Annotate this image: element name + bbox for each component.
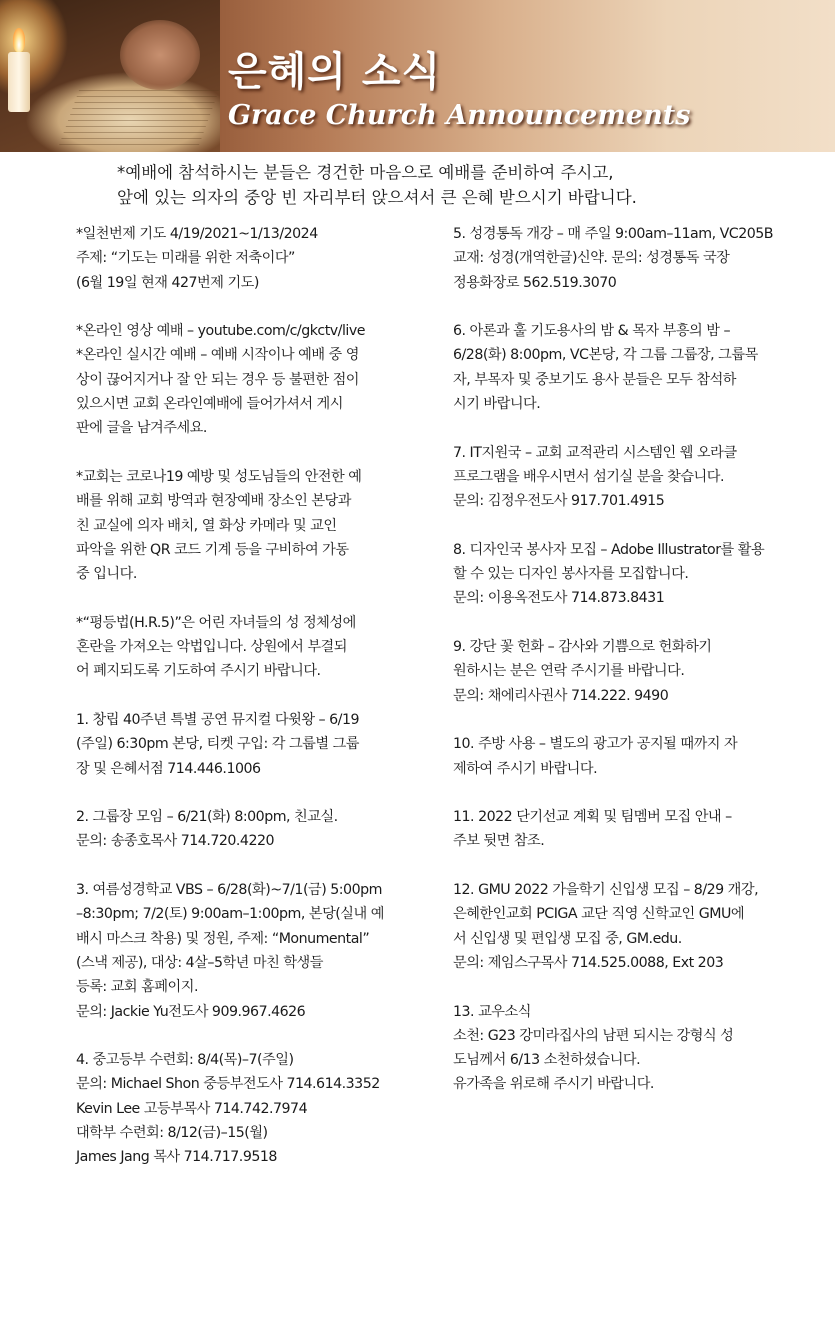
announcement-item	[76, 805, 442, 854]
announcement-line: 중 입니다.	[76, 566, 137, 583]
announcement-line: 서 신입생 및 편입생 모집 중, GM.edu.	[453, 930, 682, 947]
announcement-line: 9. 강단 꽃 헌화 – 감사와 기쁨으로 헌화하기	[453, 639, 712, 656]
announcement-line: 시기 바랍니다.	[453, 396, 541, 413]
intro-line: 앞에 있는 의자의 중앙 빈 자리부터 앉으셔서 큰 은혜 받으시기 바랍니다.	[117, 188, 637, 207]
announcement-line: 4. 중고등부 수련회: 8/4(목)–7(주일)	[76, 1052, 294, 1069]
announcement-line: 문의: Jackie Yu전도사 909.967.4626	[76, 1003, 306, 1020]
announcement-item	[76, 222, 442, 295]
announcement-line: –8:30pm; 7/2(토) 9:00am–1:00pm, 본당(실내 예	[76, 906, 384, 923]
announcement-line: 5. 성경통독 개강 – 매 주일 9:00am–11am, VC205B	[453, 226, 774, 242]
announcement-line: James Jang 목사 714.717.9518	[76, 1149, 277, 1166]
announcement-line: 문의: 채에리사권사 714.222. 9490	[453, 687, 669, 704]
announcement-line: *온라인 영상 예배 – youtube.com/c/gkctv/live	[76, 323, 365, 340]
announcement-line: *“평등법(H.R.5)”은 어린 자녀들의 성 정체성에	[76, 614, 356, 631]
announcement-line: 주제: “기도는 미래를 위한 저축이다”	[76, 250, 295, 267]
announcement-line: 장 및 은혜서점 714.446.1006	[76, 760, 261, 777]
bible-page-image	[59, 85, 221, 145]
announcement-line: 13. 교우소식	[453, 1003, 531, 1020]
announcement-line: 등록: 교회 홈페이지.	[76, 979, 198, 996]
intro-notice	[117, 160, 817, 210]
announcement-line: 정용화장로 562.519.3070	[453, 274, 617, 291]
announcement-line: 주보 뒷면 참조.	[453, 833, 545, 850]
announcement-item	[453, 441, 815, 514]
announcement-line: 소천: G23 강미라집사의 남편 되시는 강형식 성	[453, 1027, 734, 1044]
announcement-line: 8. 디자인국 봉사자 모집 – Adobe Illustrator를 활용	[453, 541, 765, 558]
announcement-item	[76, 878, 442, 1024]
announcement-line: 배시 마스크 착용) 및 정원, 주제: “Monumental”	[76, 930, 370, 947]
page-title: 은혜의 소식	[228, 49, 442, 95]
announcement-line: 자, 부목자 및 중보기도 용사 분들은 모두 참석하	[453, 371, 736, 388]
announcement-item	[76, 465, 442, 586]
announcement-item	[76, 611, 442, 684]
announcement-line: Kevin Lee 고등부목사 714.742.7974	[76, 1100, 308, 1117]
announcement-line: 문의: Michael Shon 중등부전도사 714.614.3352	[76, 1076, 380, 1093]
announcement-line: 상이 끊어지거나 잘 안 되는 경우 등 불편한 점이	[76, 371, 359, 388]
announcement-line: *일천번제 기도 4/19/2021~1/13/2024	[76, 226, 318, 242]
announcement-line: 할 수 있는 디자인 봉사자를 모집합니다.	[453, 566, 689, 583]
announcement-line: 제하여 주시기 바랍니다.	[453, 760, 598, 777]
announcement-line: 도님께서 6/13 소천하셨습니다.	[453, 1052, 641, 1069]
announcement-item	[453, 878, 815, 975]
announcement-item	[453, 805, 815, 854]
announcement-line: 파악을 위한 QR 코드 기계 등을 구비하여 가동	[76, 541, 349, 558]
announcement-line: 원하시는 분은 연락 주시기를 바랍니다.	[453, 663, 685, 680]
announcement-line: 12. GMU 2022 가을학기 신입생 모집 – 8/29 개강,	[453, 882, 759, 899]
candle-image	[8, 52, 30, 112]
announcement-item	[453, 538, 815, 611]
announcement-line: *온라인 실시간 예배 – 예배 시작이나 예배 중 영	[76, 347, 359, 364]
announcement-item	[453, 732, 815, 781]
announcement-line: 1. 창립 40주년 특별 공연 뮤지컬 다윗왕 – 6/19	[76, 711, 359, 728]
left-column	[76, 222, 442, 1194]
announcement-item	[76, 1048, 442, 1169]
announcement-line: (주일) 6:30pm 본당, 티켓 구입: 각 그룹별 그룹	[76, 736, 359, 753]
announcement-line: 7. IT지원국 – 교회 교적관리 시스템인 웹 오라클	[453, 444, 737, 461]
page-subtitle: Grace Church Announcements	[228, 100, 691, 131]
announcement-line: 문의: 김정우전도사 917.701.4915	[453, 493, 665, 510]
announcement-line: 있으시면 교회 온라인예배에 들어가셔서 게시	[76, 396, 343, 413]
announcement-line: 6/28(화) 8:00pm, VC본당, 각 그룹 그룹장, 그룹목	[453, 347, 758, 364]
announcement-item	[453, 635, 815, 708]
announcement-line: 11. 2022 단기선교 계획 및 팀멤버 모집 안내 –	[453, 809, 732, 826]
announcement-line: 6. 아론과 훌 기도용사의 밤 & 목자 부흥의 밤 –	[453, 323, 731, 340]
header-banner	[0, 0, 835, 152]
announcement-line: 10. 주방 사용 – 별도의 광고가 공지될 때까지 자	[453, 736, 738, 753]
announcement-line: 프로그램을 배우시면서 섬기실 분을 찾습니다.	[453, 468, 724, 485]
announcement-line: 문의: 제임스구목사 714.525.0088, Ext 203	[453, 954, 724, 971]
announcement-line: 대학부 수련회: 8/12(금)–15(월)	[76, 1124, 268, 1141]
announcement-line: 문의: 이용옥전도사 714.873.8431	[453, 590, 665, 607]
candle-flame-image	[13, 28, 25, 52]
announcement-item	[76, 319, 442, 440]
announcement-item	[76, 708, 442, 781]
announcement-line: (스낵 제공), 대상: 4살–5학년 마친 학생들	[76, 954, 323, 971]
announcement-line: 친 교실에 의자 배치, 열 화상 카메라 및 교인	[76, 517, 337, 534]
announcement-item	[453, 222, 815, 295]
right-column	[453, 222, 815, 1121]
announcement-line: (6월 19일 현재 427번제 기도)	[76, 274, 259, 291]
announcement-line: 2. 그룹장 모임 – 6/21(화) 8:00pm, 친교실.	[76, 809, 338, 826]
announcement-line: 유가족을 위로해 주시기 바랍니다.	[453, 1076, 654, 1093]
announcement-line: 교재: 성경(개역한글)신약. 문의: 성경통독 국장	[453, 250, 730, 267]
praying-hands-image	[120, 20, 200, 90]
announcement-item	[453, 319, 815, 416]
candle-bible-photo	[0, 0, 220, 152]
announcement-line: 문의: 송종호목사 714.720.4220	[76, 833, 275, 850]
announcement-line: 혼란을 가져오는 악법입니다. 상원에서 부결되	[76, 639, 347, 656]
announcement-item	[453, 1000, 815, 1097]
announcement-line: 판에 글을 남겨주세요.	[76, 420, 207, 437]
intro-line: *예배에 참석하시는 분들은 경건한 마음으로 예배를 준비하여 주시고,	[117, 163, 614, 182]
announcement-line: 3. 여름성경학교 VBS – 6/28(화)~7/1(금) 5:00pm	[76, 882, 382, 899]
announcement-line: *교회는 코로나19 예방 및 성도님들의 안전한 예	[76, 468, 362, 485]
announcement-line: 은혜한인교회 PCIGA 교단 직영 신학교인 GMU에	[453, 906, 745, 923]
announcement-line: 어 폐지되도록 기도하여 주시기 바랍니다.	[76, 663, 321, 680]
announcement-line: 배를 위해 교회 방역과 현장예배 장소인 본당과	[76, 493, 351, 510]
